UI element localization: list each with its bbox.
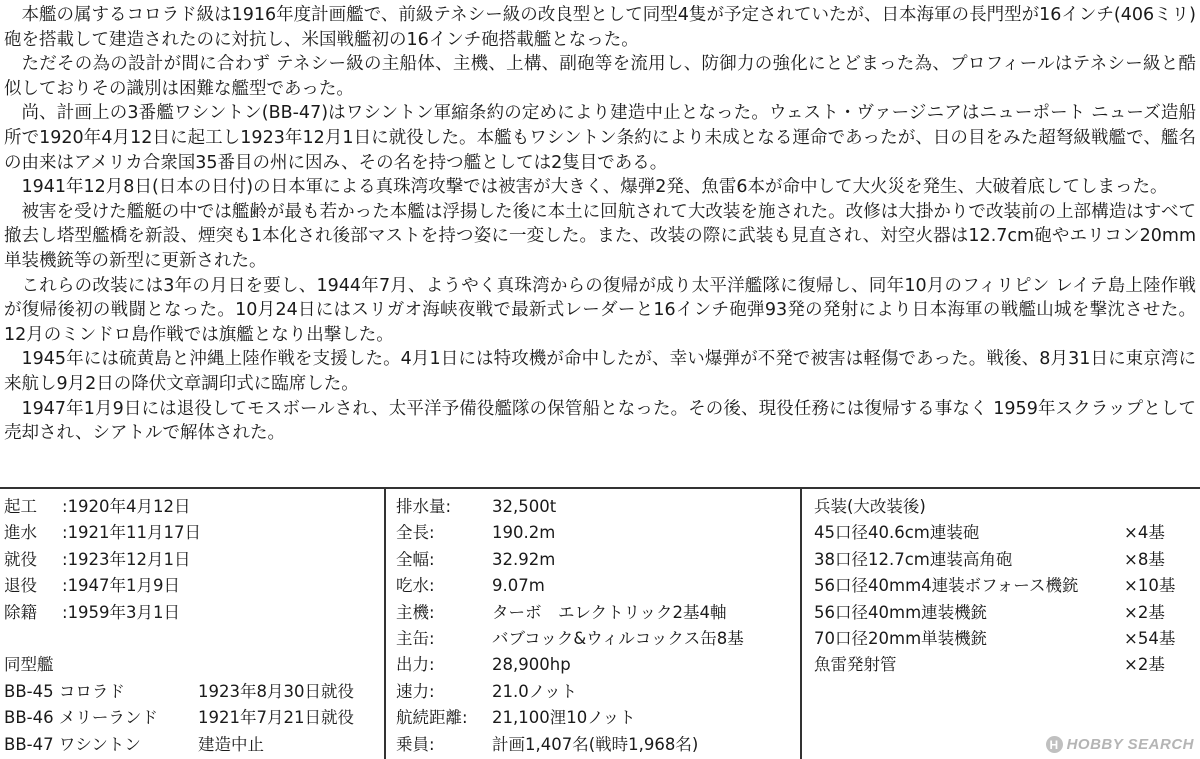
spec-value: 32,500t [492,497,557,516]
armament-row [814,626,1194,652]
spec-label: 主機: [396,602,435,622]
date-label: 除籍 [4,602,37,622]
history-paragraph: 1941年12月8日(日本の日付)の日本軍による真珠湾攻撃では被害が大きく、爆弾2発、魚雷6本が命中して大火災を発生、大破着底してしまった。 [21,177,1168,198]
hobby-search-watermark [1046,736,1194,753]
date-value: 1959年3月1日 [67,602,181,622]
weapon-name: 56口径40mm4連装ボフォース機銃 [814,576,1079,596]
armament-title: 兵装(大改装後) [814,497,926,516]
armament-row [814,600,1194,626]
date-value: 1947年1月9日 [67,576,181,596]
armament-row [814,520,1194,546]
date-label: 就役 [4,549,37,569]
sister-hull: BB-45 コロラド [4,681,125,701]
spec-label: 乗員: [396,734,435,754]
date-row: 就役 : 1923年12月1日 [4,547,380,573]
spec-value: バブコック&ウィルコックス缶8基 [492,629,744,649]
date-value: 1921年11月17日 [67,523,202,543]
weapon-name: 70口径20mm単装機銃 [814,629,988,649]
weapon-quantity: ×2基 [1124,602,1165,622]
weapon-name: 魚雷発射管 [814,655,897,675]
spec-row [396,547,792,573]
spec-label: 主缶: [396,629,435,649]
weapon-name: 56口径40mm連装機銃 [814,602,988,622]
date-label: 退役 [4,576,37,596]
date-row: 除籍 : 1959年3月1日 [4,600,380,626]
history-paragraph: ただその為の設計が間に合わず テネシー級の主船体、主機、上構、副砲等を流用し、防御力の強化にとどまった為、プロフィールはテネシー級と酷似しておりその識別は困難な艦型であった。 [4,54,1196,99]
spec-value: 21.0ノット [492,681,578,701]
spec-label: 排水量: [396,497,452,516]
table-top-border [0,487,1200,489]
spec-label: 出力: [396,655,435,675]
sister-hull: BB-47 ワシントン [4,734,141,754]
sister-ships-title: 同型艦 [4,655,54,675]
date-value: 1920年4月12日 [67,497,191,516]
spec-label: 航続距離: [396,708,468,728]
weapon-name: 38口径12.7cm連装高角砲 [814,549,1013,569]
weapon-quantity: ×2基 [1124,655,1165,675]
spec-row [396,679,792,705]
column-divider [384,487,386,759]
armament-row [814,573,1194,599]
sister-ship-row [4,679,380,705]
history-paragraph: 1945年には硫黄島と沖縄上陸作戦を支援した。4月1日には特攻機が命中したが、幸い爆弾が不発で被害は軽傷であった。戦後、8月31日に東京湾に来航し9月2日の降伏文章調印式に臨席した。 [4,349,1196,394]
weapon-name: 45口径40.6cm連装砲 [814,523,980,543]
spec-row [396,600,792,626]
spec-row [396,705,792,731]
history-paragraph: 尚、計画上の3番艦ワシントン(BB-47)はワシントン軍縮条約の定めにより建造中止となった。ウェスト・ヴァージニアはニューポート ニューズ造船所で1920年4月12日に起工し1923年12月1日に就役した。本艦もワシントン条約により未成となる運命であったが、日の目をみた超弩級戦艦で、艦名の由来はアメリカ合衆国35番目の州に因み、その名を持つ艦としては2隻目である。 [4,103,1196,173]
spec-value: ターボ エレクトリック2基4軸 [492,602,727,622]
spec-row [396,573,792,599]
weapon-quantity: ×4基 [1124,523,1165,543]
history-text [4,3,1196,446]
spec-row [396,626,792,652]
weapon-quantity: ×8基 [1124,549,1165,569]
date-label: 起工 [4,497,37,516]
spec-row [396,494,792,520]
history-paragraph: 本艦の属するコロラド級は1916年度計画艦で、前級テネシー級の改良型として同型4隻が予定されていたが、日本海軍の長門型が16インチ(406ミリ)砲を搭載して建造されたのに対抗し、米国戦艦初の16インチ砲搭載艦となった。 [4,5,1196,50]
sister-ship-row [4,732,380,758]
spec-row [396,520,792,546]
dates-column [4,494,380,758]
armament-row [814,547,1194,573]
weapon-quantity: ×54基 [1124,629,1176,649]
history-paragraph: 1947年1月9日には退役してモスボールされ、太平洋予備役艦隊の保管船となった。その後、現役任務には復帰する事なく 1959年スクラップとして売却され、シアトルで解体された。 [4,398,1196,444]
spec-value: 21,100浬10ノット [492,708,636,728]
hobby-search-logo-icon: H [1046,736,1063,753]
history-paragraph: これらの改装には3年の月日を要し、1944年7月、ようやく真珠湾からの復帰が成り太平洋艦隊に復帰し、同年10月のフィリピン レイテ島上陸作戦が復帰後初の戦闘となった。10月24日にはスリガオ海峡夜戦で最新式レーダーと16インチ砲弾93発の発射により日本海軍の戦艦山城を撃沈させた。12月のミンドロ島作戦では旗艦となり出撃した。 [4,275,1196,345]
sister-status: 1923年8月30日就役 [198,681,354,701]
sister-ship-row [4,705,380,731]
spec-label: 全長: [396,523,435,543]
spec-value: 計画1,407名(戦時1,968名) [492,734,699,754]
sister-status: 建造中止 [198,734,264,754]
spec-row [396,732,792,758]
spec-value: 9.07m [492,576,545,596]
armament-column [814,494,1194,679]
spec-value: 28,900hp [492,655,571,675]
spec-value: 190.2m [492,523,556,543]
date-row: 退役 : 1947年1月9日 [4,573,380,599]
armament-row [814,652,1194,678]
spec-label: 吃水: [396,576,435,596]
spec-value: 32.92m [492,549,556,569]
column-divider [800,487,802,759]
weapon-quantity: ×10基 [1124,576,1176,596]
sister-status: 1921年7月21日就役 [198,708,354,728]
date-row: 進水 : 1921年11月17日 [4,520,380,546]
watermark-text: HOBBY SEARCH [1066,736,1194,753]
spec-label: 速力: [396,681,435,701]
specs-column [396,494,792,758]
date-row: 起工 : 1920年4月12日 [4,494,380,520]
sister-hull: BB-46 メリーランド [4,708,158,728]
spec-row [396,652,792,678]
spec-label: 全幅: [396,549,435,569]
date-value: 1923年12月1日 [67,549,191,569]
date-label: 進水 [4,523,37,543]
history-paragraph: 被害を受けた艦艇の中では艦齢が最も若かった本艦は浮揚した後に本土に回航されて大改装を施された。改修は大掛かりで改装前の上部構造はすべて撤去し塔型艦橋を新設、煙突も1本化され後部マストを持つ姿に一変した。また、改装の際に武装も見直され、対空火器は12.7cm砲やエリコン20mm単装機銃等の新型に更新された。 [4,201,1196,271]
